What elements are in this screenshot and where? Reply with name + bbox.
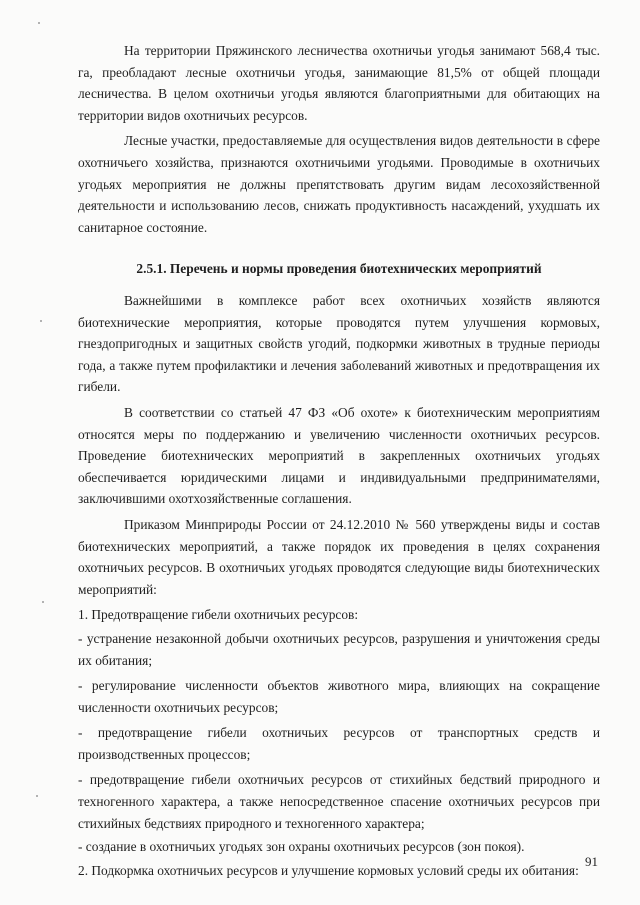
list-item: - создание в охотничьих угодьях зон охраны охотничьих ресурсов (зон покоя).: [78, 839, 525, 855]
scan-speck: [36, 795, 38, 797]
scan-speck: [40, 320, 42, 322]
scan-speck: [42, 601, 44, 603]
paragraph-hunting-grounds-area: На территории Пряжинского лесничества охотничьи угодья занимают 568,4 тыс. га, преобладают лесные охотничьи угодья, занимающие 81,5% от общей площади лесничества. В целом охотничьи угодья являются благоприятными для обитающих на территории видов охотничьих ресурсов.: [78, 43, 600, 123]
paragraph-biotech-importance: Важнейшими в комплексе работ всех охотничьих хозяйств являются биотехнические мероприятия, которые проводятся путем улучшения кормовых, гнездопригодных и защитных свойств угодий, подкормки животных в трудные периоды года, а также путем профилактики и лечения заболеваний животных и предотвращения их гибели.: [78, 293, 600, 395]
paragraph-forest-plots: Лесные участки, предоставляемые для осуществления видов деятельности в сфере охотничьего хозяйства, признаются охотничьими угодьями. Проводимые в охотничьих угодьях мероприятия не должны препятствовать другим видам лесохозяйственной деятельности и использованию лесов, снижать продуктивность насаждений, ухудшать их санитарное состояние.: [78, 133, 600, 235]
list-item: - предотвращение гибели охотничьих ресурсов от транспортных средств и производственных процессов;: [78, 725, 600, 762]
list-item: - регулирование численности объектов животного мира, влияющих на сокращение численности охотничьих ресурсов;: [78, 678, 600, 715]
list-item: 1. Предотвращение гибели охотничьих ресурсов:: [78, 607, 359, 623]
section-heading-block: [78, 258, 600, 280]
paragraph-article-47: В соответствии со статьей 47 ФЗ «Об охоте» к биотехническим мероприятиям относятся меры по поддержанию и увеличению численности охотничьих ресурсов. Проведение биотехнических мероприятий в закрепленных охотничьих угодьях обеспечивается юридическими лицами и индивидуальными предпринимателями, заключившими охотхозяйственные соглашения.: [78, 404, 600, 507]
scan-speck: [38, 22, 40, 24]
page-number: 91: [585, 854, 598, 869]
intro-section: [78, 40, 600, 238]
list-item: - устранение незаконной добычи охотничьих ресурсов, разрушения и уничтожения среды их обитания;: [78, 630, 600, 668]
paragraph-ministry-order: Приказом Минприроды России от 24.12.2010 № 560 утверждены виды и состав биотехнических мероприятий, а также порядок их проведения в целях сохранения охотничьих ресурсов. В охотничьих угодьях проводятся следующие виды биотехнических мероприятий:: [78, 516, 600, 597]
list-item: 2. Подкормка охотничьих ресурсов и улучшение кормовых условий среды их обитания:: [78, 862, 579, 878]
list-item: - предотвращение гибели охотничьих ресурсов от стихийных бедствий природного и техногенного характера, а также непосредственное спасение охотничьих ресурсов при стихийных бедствиях природного и техногенного характера;: [78, 772, 600, 831]
biotech-section: [78, 290, 600, 881]
section-heading: 2.5.1. Перечень и нормы проведения биотехнических мероприятий: [136, 261, 542, 276]
